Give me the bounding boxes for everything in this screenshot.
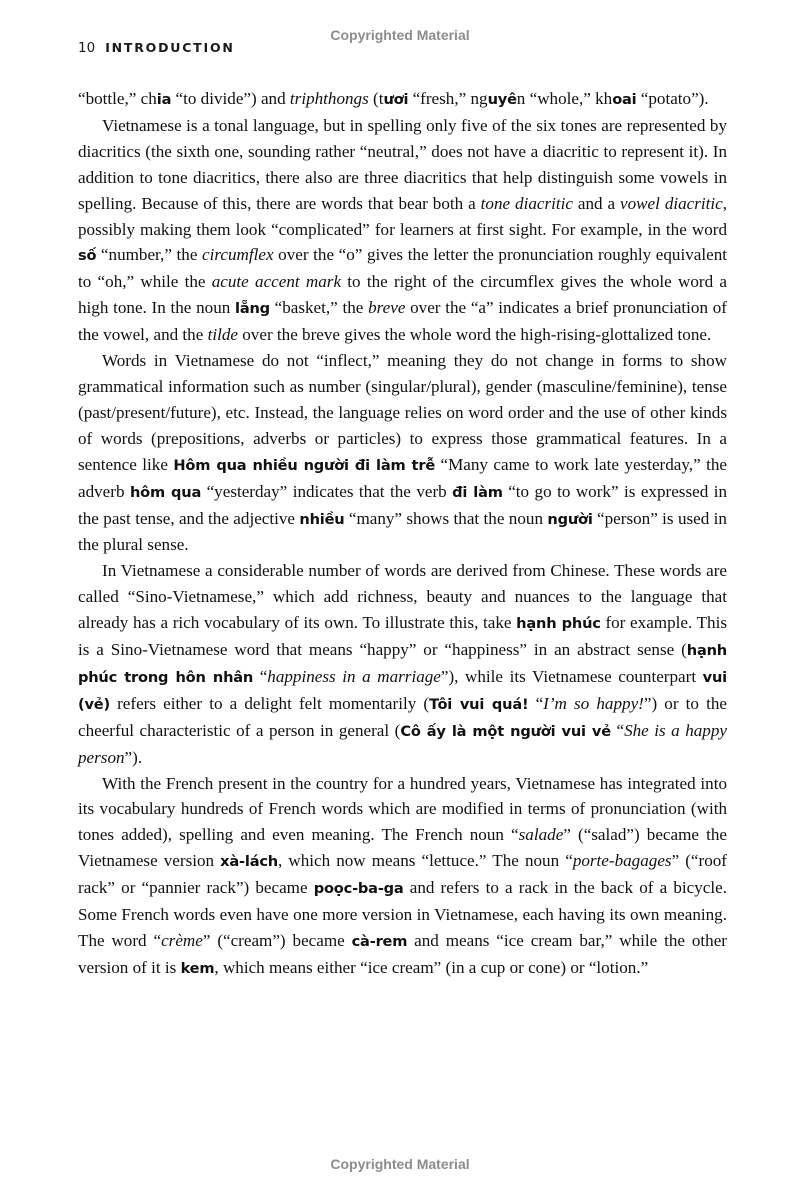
vietnamese-term: hạnh phúc trong hôn nhân [78,642,727,686]
paragraph-1 [78,86,727,113]
copyright-watermark-top: Copyrighted Material [330,27,470,43]
text-run: “to divide”) and [171,89,290,108]
text-run: In Vietnamese a considerable number of words are derived from Chinese. These words are called “Sino-Vietnamese,” which add richness, beauty and nuances to the language that already has a rich vocabulary of its own. To illustrate this, take [78,561,727,633]
text-run: “person” is used in the plural sense. [78,508,727,555]
vietnamese-term: ươi [383,91,409,108]
vietnamese-term: đi làm [452,483,503,501]
vietnamese-term: cà-rem [351,933,408,950]
italic-term: porte-bagages [572,851,672,871]
paragraph-4 [78,558,727,770]
text-run: “bottle,” ch [78,89,157,108]
text-run: ”) or to the cheerful characteristic of a person in general ( [78,693,727,740]
vietnamese-term: Cô ấy là một người vui vẻ [400,722,611,740]
italic-term: happiness in a marriage [267,666,441,686]
vietnamese-term: số [78,247,97,265]
text-run: to the right of the circumflex gives the whole word a high tone. In the noun [78,272,727,318]
text-run: “basket,” the [269,298,369,318]
text-run: refers either to a delight felt momentarily ( [109,693,430,713]
vietnamese-term: Tôi vui quá! [429,695,529,713]
vietnamese-term: ia [156,91,172,108]
vietnamese-term: lẵng [235,300,270,318]
italic-term: breve [368,298,406,318]
italic-term: crème [161,931,203,950]
text-run: Vietnamese is a tonal language, but in spelling only five of the six tones are represented by diacritics (the sixth one, sounding rather “neutral,” does not have a diacritic to represent it). In addition to tone diacritics, there also are three diacritics that help distinguish some vowels in spelling. Because of this, there are words that bear both a [78,115,727,213]
vietnamese-term: nhiều [299,510,345,528]
text-run: (t [368,89,384,108]
italic-term: circumflex [202,245,274,265]
text-run: “fresh,” ng [408,89,488,108]
text-run: , which now means “lettuce.” The noun “ [277,851,573,871]
vietnamese-term: Hôm qua nhiều người đi làm trễ [173,456,436,474]
text-run: over the “o” gives the letter the pronunciation roughly equivalent to “oh,” while the [78,245,727,292]
text-run: “potato”). [636,89,709,108]
vietnamese-term: oai [612,91,637,108]
italic-term: She is a happy person [78,720,727,767]
text-run: With the French present in the country for a hundred years, Vietnamese has integrated into its vocabulary hundreds of French words which are modified in terms of pronunciation (with tones added), spelling and even meaning. The French noun “ [78,773,727,845]
text-run: n “whole,” kh [516,89,613,108]
text-run: ”). [124,747,143,767]
italic-term: salade [518,825,564,845]
text-run: ” (“cream”) became [202,931,352,950]
text-run: “ [528,693,544,713]
paragraph-5 [78,771,727,982]
italic-term: vowel diacritic [620,193,723,213]
text-run: , which means either “ice cream” (in a cup or cone) or “lotion.” [214,957,649,977]
vietnamese-term: uyê [487,91,517,108]
text-run: , possibly making them look “complicated” for learners at first sight. For example, in the word [78,193,728,239]
text-run: ”), while its Vietnamese counterpart [440,666,703,686]
text-run: “ [610,720,625,740]
vietnamese-term: người [547,510,593,528]
text-run: for example. This is a Sino-Vietnamese word that means “happy” or “happiness” in an abstract sense ( [78,613,727,660]
page-number: 10 [78,40,96,56]
vietnamese-term: xà-lách [220,853,278,871]
text-run: “ [253,666,268,686]
text-run: ” (“roof rack” or “pannier rack”) became [78,851,727,898]
text-run: and means “ice cream bar,” while the other version of it is [78,931,727,977]
text-run: Words in Vietnamese do not “inflect,” meaning they do not change in forms to show grammatical information such as number (singular/plural), gender (masculine/feminine), tense (past/present/future), etc. Instead, the language relies on word order and the use of other kinds of words (prepositions, adverbs or particles) to express those grammatical features. In a sentence like [78,351,727,474]
text-run: “number,” the [96,245,203,265]
text-run: “Many came to work late yesterday,” the adverb [78,454,728,501]
vietnamese-term: hôm qua [129,483,202,501]
italic-term: tone diacritic [480,193,573,213]
text-run: and refers to a rack in the back of a bicycle. Some French words even have one more version in Vietnamese, each having its own meaning. The word “ [78,878,727,950]
text-run: and a [572,193,621,213]
italic-term: tilde [207,325,238,345]
italic-term: acute accent mark [211,272,342,292]
text-run: “yesterday” indicates that the verb [201,481,453,501]
italic-term: I’m so happy! [543,693,644,713]
copyright-watermark-bottom: Copyrighted Material [330,1156,470,1172]
text-run: over the breve gives the whole word the high-rising-glottalized tone. [237,325,712,345]
text-run: “many” shows that the noun [344,508,548,528]
paragraph-3 [78,348,727,558]
paragraph-2 [78,113,727,348]
text-run: ” (“salad”) became the Vietnamese version [78,825,727,871]
italic-term: triphthongs [289,89,369,108]
body-text [78,86,727,982]
text-run: “to go to work” is expressed in the past tense, and the adjective [78,481,727,528]
text-run: over the “a” indicates a brief pronunciation of the vowel, and the [78,298,727,345]
vietnamese-term: poọc-ba-ga [313,880,404,898]
vietnamese-term: hạnh phúc [516,615,601,633]
running-header [78,40,235,56]
vietnamese-term: kem [180,959,215,977]
vietnamese-term: vui (vẻ) [78,668,727,713]
chapter-title: INTRODUCTION [105,40,235,55]
